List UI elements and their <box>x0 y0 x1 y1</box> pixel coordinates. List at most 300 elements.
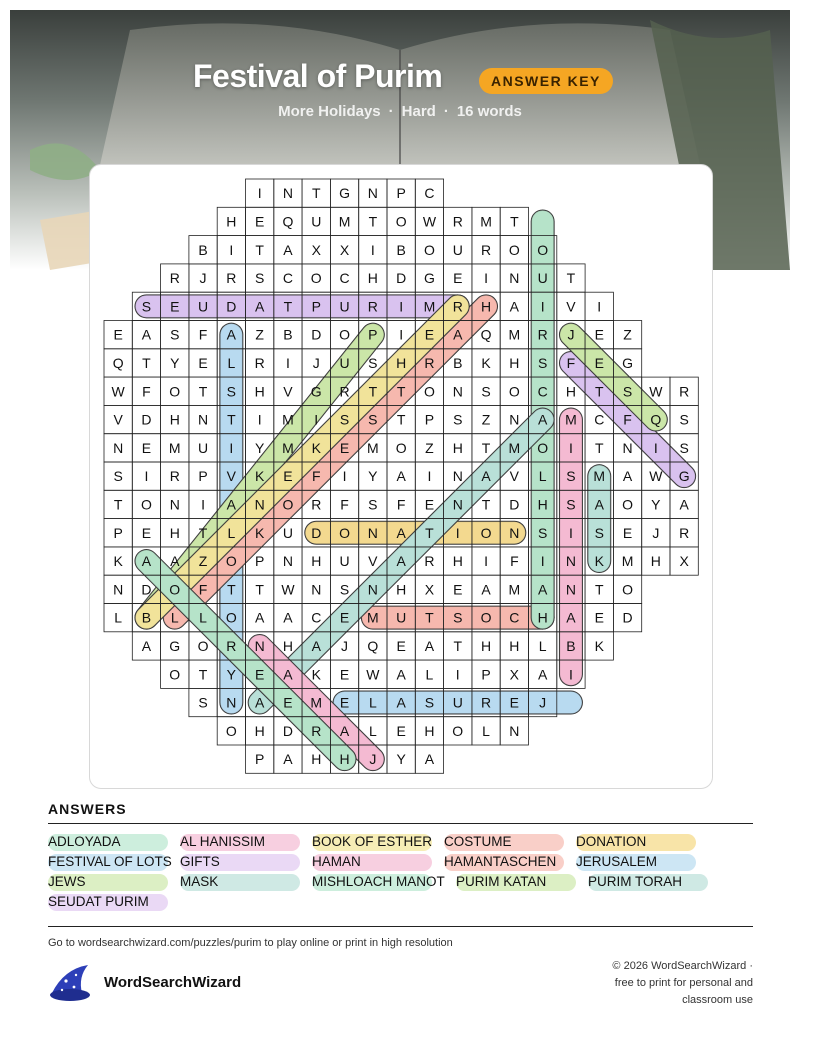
grid-letter[interactable]: W <box>422 213 437 230</box>
grid-letter[interactable]: C <box>509 609 520 626</box>
grid-letter[interactable]: R <box>367 298 378 315</box>
grid-letter[interactable]: B <box>396 241 406 258</box>
grid-letter[interactable]: H <box>282 637 294 654</box>
grid-letter[interactable]: E <box>509 694 520 711</box>
grid-letter[interactable]: I <box>455 666 460 683</box>
grid-letter[interactable]: N <box>622 439 633 456</box>
grid-letter[interactable]: E <box>283 694 293 711</box>
grid-letter[interactable]: C <box>424 185 435 202</box>
grid-letter[interactable]: Q <box>650 411 662 428</box>
grid-letter[interactable]: A <box>254 694 265 711</box>
grid-letter[interactable]: S <box>170 326 180 343</box>
grid-letter[interactable]: O <box>169 383 181 400</box>
grid-letter[interactable]: T <box>453 637 463 654</box>
grid-letter[interactable]: J <box>567 326 575 343</box>
grid-letter[interactable]: F <box>198 581 208 598</box>
grid-letter[interactable]: S <box>481 383 491 400</box>
grid-letter[interactable]: N <box>452 496 463 513</box>
grid-letter[interactable]: N <box>282 185 294 202</box>
grid-letter[interactable]: T <box>396 411 406 428</box>
grid-letter[interactable]: K <box>254 468 265 485</box>
grid-letter[interactable]: O <box>508 241 520 258</box>
grid-letter[interactable]: I <box>201 496 205 513</box>
grid-letter[interactable]: T <box>425 609 434 626</box>
grid-letter[interactable]: A <box>622 468 633 485</box>
grid-letter[interactable]: H <box>537 496 548 513</box>
grid-letter[interactable]: S <box>339 411 350 428</box>
grid-letter[interactable]: P <box>198 468 208 485</box>
grid-letter[interactable]: H <box>226 213 237 230</box>
grid-letter[interactable]: Z <box>198 553 208 570</box>
grid-letter[interactable]: N <box>367 581 378 598</box>
grid-letter[interactable]: B <box>198 241 208 258</box>
grid-letter[interactable]: N <box>197 411 209 428</box>
grid-letter[interactable]: W <box>111 383 125 400</box>
grid-letter[interactable]: E <box>594 609 604 626</box>
grid-letter[interactable]: M <box>565 411 577 428</box>
grid-letter[interactable]: N <box>452 383 463 400</box>
grid-letter[interactable]: L <box>538 637 547 654</box>
grid-letter[interactable]: O <box>169 581 181 598</box>
grid-letter[interactable]: T <box>255 581 264 598</box>
footer-link[interactable]: Go to wordsearchwizard.com/puzzles/purim to play online or print in high resolution <box>48 937 453 949</box>
grid-letter[interactable]: O <box>622 496 633 513</box>
grid-letter[interactable]: T <box>142 354 151 371</box>
grid-letter[interactable]: S <box>679 439 689 456</box>
grid-letter[interactable]: E <box>396 637 406 654</box>
grid-letter[interactable]: I <box>370 241 375 258</box>
grid-letter[interactable]: N <box>565 553 577 570</box>
grid-letter[interactable]: E <box>141 439 152 456</box>
grid-letter[interactable]: B <box>453 354 463 371</box>
grid-letter[interactable]: H <box>396 354 407 371</box>
grid-letter[interactable]: M <box>508 581 521 598</box>
grid-letter[interactable]: E <box>254 213 265 230</box>
grid-letter[interactable]: U <box>339 553 350 570</box>
grid-letter[interactable]: J <box>652 524 660 541</box>
grid-letter[interactable]: L <box>227 524 236 541</box>
grid-letter[interactable]: O <box>339 524 350 541</box>
grid-letter[interactable]: S <box>453 609 463 626</box>
grid-letter[interactable]: I <box>427 468 432 485</box>
grid-letter[interactable]: R <box>679 383 690 400</box>
grid-letter[interactable]: B <box>566 637 576 654</box>
grid-letter[interactable]: H <box>452 439 463 456</box>
grid-letter[interactable]: A <box>226 496 237 513</box>
grid-letter[interactable]: N <box>367 185 378 202</box>
grid-letter[interactable]: X <box>339 241 350 258</box>
grid-letter[interactable]: W <box>649 468 663 485</box>
grid-letter[interactable]: H <box>254 722 265 739</box>
grid-letter[interactable]: L <box>368 694 377 711</box>
grid-letter[interactable]: Y <box>368 468 378 485</box>
grid-letter[interactable]: A <box>396 666 406 683</box>
grid-letter[interactable]: A <box>283 609 293 626</box>
grid-letter[interactable]: R <box>339 383 350 400</box>
grid-letter[interactable]: K <box>481 354 491 371</box>
grid-letter[interactable]: A <box>594 496 604 513</box>
grid-letter[interactable]: H <box>311 751 322 768</box>
grid-letter[interactable]: S <box>537 524 548 541</box>
grid-letter[interactable]: T <box>368 213 378 230</box>
grid-letter[interactable]: G <box>169 637 181 654</box>
grid-letter[interactable]: N <box>367 524 378 541</box>
grid-letter[interactable]: X <box>679 553 689 570</box>
grid-letter[interactable]: Y <box>651 496 661 513</box>
grid-letter[interactable]: N <box>226 694 237 711</box>
grid-letter[interactable]: O <box>225 609 237 626</box>
grid-letter[interactable]: A <box>339 722 350 739</box>
grid-letter[interactable]: H <box>396 581 407 598</box>
grid-letter[interactable]: C <box>311 609 322 626</box>
grid-letter[interactable]: U <box>197 298 209 315</box>
grid-letter[interactable]: D <box>311 326 322 343</box>
grid-letter[interactable]: I <box>286 354 290 371</box>
grid-letter[interactable]: L <box>425 666 434 683</box>
grid-letter[interactable]: O <box>282 496 294 513</box>
grid-letter[interactable]: S <box>226 383 237 400</box>
grid-letter[interactable]: N <box>509 411 520 428</box>
grid-letter[interactable]: M <box>168 439 181 456</box>
grid-letter[interactable]: K <box>311 439 321 456</box>
grid-letter[interactable]: H <box>650 553 661 570</box>
grid-letter[interactable]: A <box>481 581 491 598</box>
grid-letter[interactable]: N <box>509 524 520 541</box>
grid-letter[interactable]: O <box>424 241 435 258</box>
grid-letter[interactable]: A <box>537 411 548 428</box>
grid-letter[interactable]: E <box>622 524 633 541</box>
grid-letter[interactable]: F <box>340 496 349 513</box>
grid-letter[interactable]: S <box>566 468 576 485</box>
grid-letter[interactable]: I <box>484 270 488 287</box>
grid-letter[interactable]: V <box>368 553 378 570</box>
grid-letter[interactable]: A <box>566 609 576 626</box>
grid-letter[interactable]: V <box>226 468 237 485</box>
grid-letter[interactable]: I <box>597 298 602 315</box>
grid-letter[interactable]: E <box>424 326 435 343</box>
grid-letter[interactable]: S <box>424 694 435 711</box>
grid-letter[interactable]: A <box>424 751 435 768</box>
grid-letter[interactable]: K <box>254 524 265 541</box>
grid-letter[interactable]: L <box>170 609 179 626</box>
grid-letter[interactable]: O <box>395 439 407 456</box>
grid-letter[interactable]: E <box>396 722 406 739</box>
grid-letter[interactable]: E <box>453 270 463 287</box>
grid-letter[interactable]: F <box>623 411 632 428</box>
grid-letter[interactable]: T <box>198 524 208 541</box>
grid-letter[interactable]: O <box>480 609 492 626</box>
grid-letter[interactable]: R <box>311 722 322 739</box>
grid-letter[interactable]: O <box>537 439 549 456</box>
grid-letter[interactable]: D <box>282 722 294 739</box>
grid-letter[interactable]: L <box>368 722 377 739</box>
grid-letter[interactable]: S <box>566 496 576 513</box>
grid-letter[interactable]: T <box>481 439 491 456</box>
grid-letter[interactable]: H <box>311 553 322 570</box>
grid-letter[interactable]: L <box>538 468 547 485</box>
grid-letter[interactable]: R <box>537 326 548 343</box>
grid-letter[interactable]: H <box>509 354 520 371</box>
grid-letter[interactable]: P <box>481 666 491 683</box>
grid-letter[interactable]: N <box>113 581 124 598</box>
grid-letter[interactable]: P <box>113 524 123 541</box>
grid-letter[interactable]: A <box>453 326 463 343</box>
grid-letter[interactable]: T <box>227 581 236 598</box>
grid-letter[interactable]: N <box>254 496 265 513</box>
grid-letter[interactable]: B <box>283 326 293 343</box>
grid-letter[interactable]: I <box>569 524 573 541</box>
grid-letter[interactable]: S <box>594 524 604 541</box>
grid-letter[interactable]: P <box>311 298 321 315</box>
grid-letter[interactable]: A <box>141 637 152 654</box>
grid-letter[interactable]: I <box>342 468 347 485</box>
grid-letter[interactable]: T <box>594 383 604 400</box>
grid-letter[interactable]: H <box>169 411 180 428</box>
grid-letter[interactable]: I <box>540 553 545 570</box>
grid-letter[interactable]: V <box>113 411 123 428</box>
grid-letter[interactable]: R <box>424 553 435 570</box>
grid-letter[interactable]: O <box>169 666 181 683</box>
grid-letter[interactable]: E <box>339 666 350 683</box>
grid-letter[interactable]: U <box>197 439 209 456</box>
grid-letter[interactable]: E <box>113 326 123 343</box>
grid-letter[interactable]: A <box>679 496 689 513</box>
grid-letter[interactable]: G <box>310 383 322 400</box>
grid-letter[interactable]: P <box>396 185 406 202</box>
grid-letter[interactable]: T <box>198 383 208 400</box>
grid-letter[interactable]: M <box>367 439 379 456</box>
grid-letter[interactable]: R <box>226 270 237 287</box>
grid-letter[interactable]: E <box>339 439 350 456</box>
grid-letter[interactable]: D <box>509 496 520 513</box>
grid-letter[interactable]: I <box>653 439 658 456</box>
grid-letter[interactable]: B <box>141 609 152 626</box>
grid-letter[interactable]: H <box>424 722 435 739</box>
grid-letter[interactable]: K <box>311 666 321 683</box>
grid-letter[interactable]: N <box>282 553 294 570</box>
grid-letter[interactable]: M <box>508 439 521 456</box>
grid-letter[interactable]: I <box>399 298 404 315</box>
grid-letter[interactable]: O <box>339 326 350 343</box>
grid-letter[interactable]: U <box>339 354 350 371</box>
grid-letter[interactable]: H <box>537 609 548 626</box>
grid-letter[interactable]: I <box>144 468 149 485</box>
grid-letter[interactable]: D <box>141 581 152 598</box>
grid-letter[interactable]: T <box>283 298 293 315</box>
grid-letter[interactable]: G <box>622 354 633 371</box>
grid-letter[interactable]: C <box>282 270 294 287</box>
grid-letter[interactable]: Y <box>226 666 237 683</box>
grid-letter[interactable]: E <box>254 666 265 683</box>
grid-letter[interactable]: N <box>509 270 520 287</box>
grid-letter[interactable]: A <box>481 468 491 485</box>
grid-letter[interactable]: R <box>169 468 180 485</box>
grid-letter[interactable]: A <box>141 553 152 570</box>
grid-letter[interactable]: O <box>141 496 152 513</box>
grid-letter[interactable]: F <box>396 496 406 513</box>
grid-letter[interactable]: T <box>255 241 264 258</box>
grid-letter[interactable]: A <box>311 637 321 654</box>
grid-letter[interactable]: D <box>226 298 237 315</box>
grid-letter[interactable]: S <box>368 411 378 428</box>
grid-letter[interactable]: T <box>227 411 236 428</box>
grid-letter[interactable]: A <box>396 694 406 711</box>
grid-letter[interactable]: X <box>311 241 321 258</box>
grid-letter[interactable]: U <box>311 213 322 230</box>
grid-letter[interactable]: K <box>113 553 123 570</box>
grid-letter[interactable]: T <box>198 666 208 683</box>
grid-letter[interactable]: A <box>283 666 293 683</box>
grid-letter[interactable]: A <box>537 666 548 683</box>
grid-letter[interactable]: E <box>170 298 180 315</box>
grid-letter[interactable]: I <box>257 185 262 202</box>
grid-letter[interactable]: O <box>480 524 492 541</box>
grid-letter[interactable]: U <box>537 270 548 287</box>
grid-letter[interactable]: W <box>649 383 663 400</box>
grid-letter[interactable]: M <box>338 213 351 230</box>
grid-letter[interactable]: E <box>453 581 463 598</box>
grid-letter[interactable]: T <box>311 185 321 202</box>
grid-letter[interactable]: G <box>678 468 690 485</box>
grid-letter[interactable]: R <box>679 524 690 541</box>
grid-letter[interactable]: Q <box>112 354 124 371</box>
grid-letter[interactable]: H <box>254 383 265 400</box>
grid-letter[interactable]: C <box>339 270 350 287</box>
grid-letter[interactable]: R <box>480 694 492 711</box>
grid-letter[interactable]: S <box>368 354 378 371</box>
grid-letter[interactable]: O <box>424 383 435 400</box>
grid-letter[interactable]: X <box>424 581 435 598</box>
grid-letter[interactable]: E <box>141 524 152 541</box>
grid-letter[interactable]: R <box>169 270 180 287</box>
grid-letter[interactable]: R <box>480 241 492 258</box>
grid-letter[interactable]: Y <box>254 439 265 456</box>
grid-letter[interactable]: O <box>225 553 237 570</box>
grid-letter[interactable]: A <box>170 553 180 570</box>
grid-letter[interactable]: T <box>113 496 123 513</box>
grid-letter[interactable]: S <box>339 581 350 598</box>
grid-letter[interactable]: O <box>310 270 322 287</box>
grid-letter[interactable]: N <box>509 722 520 739</box>
grid-letter[interactable]: M <box>480 213 492 230</box>
grid-letter[interactable]: V <box>566 298 576 315</box>
grid-letter[interactable]: U <box>452 241 463 258</box>
grid-letter[interactable]: S <box>198 694 208 711</box>
grid-letter[interactable]: M <box>508 326 521 343</box>
grid-letter[interactable]: V <box>283 383 293 400</box>
grid-letter[interactable]: D <box>622 609 633 626</box>
grid-letter[interactable]: J <box>341 637 349 654</box>
grid-letter[interactable]: S <box>453 411 463 428</box>
grid-letter[interactable]: R <box>452 213 463 230</box>
grid-letter[interactable]: R <box>254 354 265 371</box>
grid-letter[interactable]: S <box>622 383 633 400</box>
grid-letter[interactable]: E <box>339 609 350 626</box>
grid-letter[interactable]: F <box>510 553 519 570</box>
grid-letter[interactable]: M <box>282 439 294 456</box>
grid-letter[interactable]: J <box>369 751 377 768</box>
grid-letter[interactable]: R <box>226 637 237 654</box>
grid-letter[interactable]: L <box>199 609 207 626</box>
grid-letter[interactable]: M <box>423 298 436 315</box>
grid-letter[interactable]: I <box>229 241 234 258</box>
grid-letter[interactable]: M <box>367 609 379 626</box>
grid-letter[interactable]: S <box>113 468 123 485</box>
grid-letter[interactable]: I <box>569 439 573 456</box>
grid-letter[interactable]: A <box>396 553 406 570</box>
grid-letter[interactable]: W <box>281 581 295 598</box>
grid-letter[interactable]: O <box>537 241 549 258</box>
grid-letter[interactable]: I <box>399 326 404 343</box>
grid-letter[interactable]: Y <box>396 751 406 768</box>
grid-letter[interactable]: T <box>425 524 434 541</box>
grid-letter[interactable]: K <box>594 553 604 570</box>
grid-letter[interactable]: P <box>254 751 265 768</box>
grid-letter[interactable]: Q <box>367 637 379 654</box>
category-label[interactable]: More Holidays <box>278 103 381 120</box>
grid-letter[interactable]: T <box>566 270 576 287</box>
grid-letter[interactable]: Z <box>481 411 491 428</box>
grid-letter[interactable]: O <box>622 581 633 598</box>
grid-letter[interactable]: R <box>452 298 463 315</box>
grid-letter[interactable]: A <box>283 241 293 258</box>
grid-letter[interactable]: H <box>452 553 463 570</box>
grid-letter[interactable]: A <box>283 751 293 768</box>
grid-letter[interactable]: I <box>455 524 460 541</box>
grid-letter[interactable]: S <box>254 270 265 287</box>
grid-letter[interactable]: S <box>537 354 548 371</box>
grid-letter[interactable]: A <box>141 326 152 343</box>
grid-letter[interactable]: T <box>594 581 604 598</box>
grid-letter[interactable]: L <box>114 609 123 626</box>
grid-letter[interactable]: Z <box>425 439 434 456</box>
grid-letter[interactable]: X <box>509 666 520 683</box>
grid-letter[interactable]: A <box>254 298 265 315</box>
grid-letter[interactable]: O <box>225 722 237 739</box>
grid-letter[interactable]: L <box>482 722 490 739</box>
grid-letter[interactable]: J <box>312 354 320 371</box>
grid-letter[interactable]: O <box>452 722 464 739</box>
grid-letter[interactable]: R <box>424 354 435 371</box>
grid-letter[interactable]: E <box>198 354 208 371</box>
grid-letter[interactable]: W <box>366 666 380 683</box>
grid-letter[interactable]: S <box>368 496 378 513</box>
grid-letter[interactable]: A <box>254 609 265 626</box>
grid-letter[interactable]: P <box>368 326 378 343</box>
grid-letter[interactable]: I <box>569 666 573 683</box>
grid-letter[interactable]: I <box>257 411 262 428</box>
grid-letter[interactable]: D <box>311 524 322 541</box>
grid-letter[interactable]: U <box>339 298 350 315</box>
grid-letter[interactable]: E <box>594 326 604 343</box>
grid-letter[interactable]: G <box>424 270 435 287</box>
grid-letter[interactable]: I <box>484 553 488 570</box>
grid-letter[interactable]: I <box>229 439 234 456</box>
grid-letter[interactable]: R <box>311 496 322 513</box>
grid-letter[interactable]: N <box>452 468 463 485</box>
grid-letter[interactable]: H <box>169 524 180 541</box>
grid-letter[interactable]: H <box>565 383 577 400</box>
grid-letter[interactable]: U <box>396 609 407 626</box>
grid-letter[interactable]: E <box>283 468 293 485</box>
grid-letter[interactable]: Z <box>623 326 632 343</box>
grid-letter[interactable]: A <box>396 524 406 541</box>
grid-letter[interactable]: S <box>679 411 689 428</box>
grid-letter[interactable]: Q <box>480 326 492 343</box>
grid-letter[interactable]: H <box>480 298 492 315</box>
grid-letter[interactable]: H <box>480 637 492 654</box>
grid-letter[interactable]: D <box>141 411 152 428</box>
